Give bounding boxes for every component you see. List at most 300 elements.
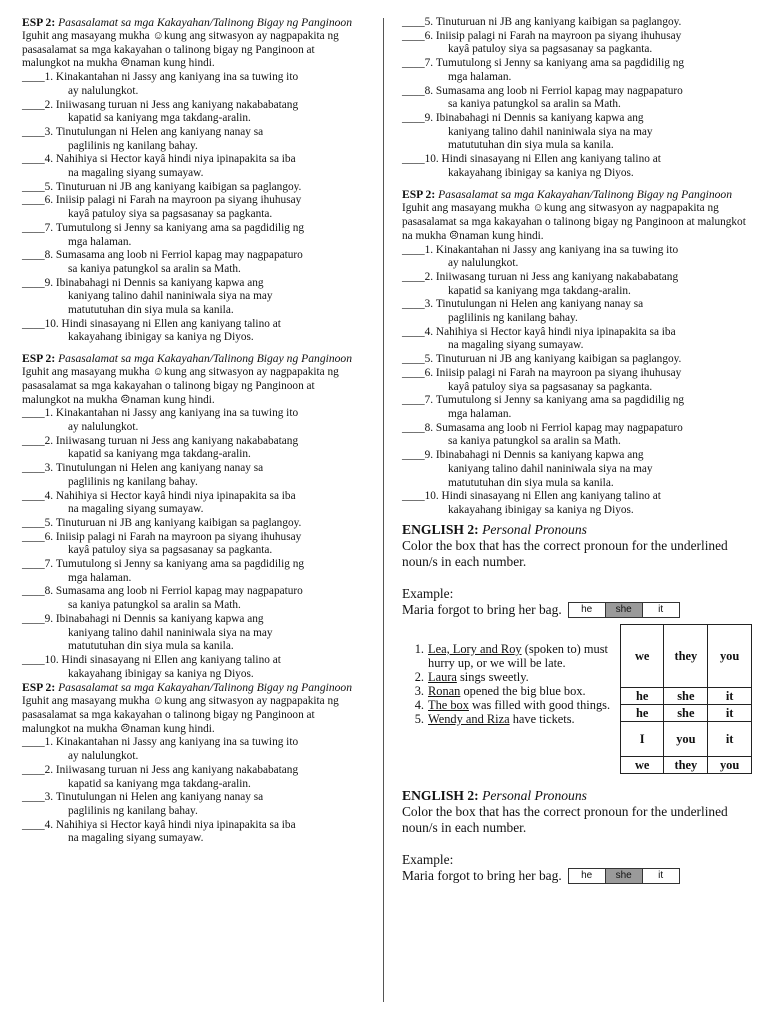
- esp-item: [402, 112, 752, 153]
- item-text: [433, 271, 752, 285]
- esp-item: [402, 490, 752, 517]
- esp-title-prefix: ESP 2:: [22, 681, 56, 695]
- example-pronoun-box[interactable]: it: [658, 869, 664, 881]
- item-line2: kayâ patuloy siya sa pagsasanay sa pagkanta.: [68, 208, 273, 221]
- item-number: 1.: [44, 71, 54, 84]
- esp-item: [22, 318, 362, 345]
- item-text: [53, 435, 362, 449]
- esp-title: [22, 681, 362, 695]
- pronoun-choice-box[interactable]: she: [664, 687, 708, 704]
- esp-instruction: Iguhit ang masayang mukha ☺kung ang sitwasyon ay nagpapakita ng pasasalamat sa mga kakayahan o talinong bigay ng Panginoon at malungkot na mukha ☹naman kung hindi.: [402, 202, 746, 242]
- esp-instruction: Iguhit ang masayang mukha ☺kung ang sitwasyon ay nagpapakita ng pasasalamat sa mga kakayahan o talinong bigay ng Panginoon at malungkot na mukha ☹naman kung hindi.: [22, 366, 339, 406]
- item-line2: paglilinis ng kanilang bahay.: [68, 475, 198, 488]
- answer-blank[interactable]: ____: [22, 763, 45, 776]
- item-number: 3.: [44, 791, 54, 804]
- answer-blank[interactable]: ____: [22, 180, 45, 193]
- pronoun-choice-box[interactable]: he: [621, 704, 664, 721]
- example-label: Example:: [402, 851, 454, 867]
- item-number: 8.: [424, 84, 434, 97]
- item-line1: Iniisip palagi ni Farah na mayroon pa siyang ihuhusay: [435, 366, 682, 379]
- esp-title-prefix: ESP 2:: [402, 188, 436, 202]
- answer-blank[interactable]: ____: [402, 353, 425, 366]
- esp-title-rest: Pasasalamat sa mga Kakayahan/Talinong Bigay ng Panginoon: [58, 16, 353, 29]
- question-text: [428, 642, 614, 670]
- item-text: [53, 517, 362, 531]
- item-text: [53, 249, 362, 263]
- item-line2: paglilinis ng kanilang bahay.: [68, 804, 198, 817]
- esp-title-rest: Pasasalamat sa mga Kakayahan/Talinong Bigay ng Panginoon: [58, 352, 353, 366]
- answer-blank[interactable]: ____: [402, 298, 425, 311]
- answer-row: [621, 756, 752, 773]
- item-line1: Tinutulungan ni Helen ang kaniyang nanay sa: [55, 125, 264, 138]
- item-line1: Ibinabahagi ni Dennis sa kaniyang kapwa ang: [435, 449, 644, 462]
- example-sentence: forgot to bring her bag.: [433, 867, 562, 883]
- english-title: [402, 522, 752, 538]
- item-number: 8.: [44, 585, 54, 598]
- pronoun-answer-table: [620, 624, 752, 774]
- item-line1: Tinuturuan ni JB ang kaniyang kaibigan sa paglangoy.: [435, 16, 682, 28]
- item-line1: Tumutulong si Jenny sa kaniyang ama sa pagdidilig ng: [55, 558, 305, 571]
- esp-title: [22, 16, 362, 30]
- item-line2: kapatid sa kaniyang mga takdang-aralin.: [68, 448, 251, 461]
- item-line2: ay nalulungkot.: [448, 257, 519, 270]
- item-line2: ay nalulungkot.: [68, 750, 139, 763]
- answer-blank[interactable]: ____: [402, 366, 425, 379]
- answer-blank[interactable]: ____: [402, 325, 425, 338]
- esp-item: [22, 407, 362, 434]
- answer-row: [621, 624, 752, 687]
- item-line1: Sumasama ang loob ni Ferriol kapag may nagpapaturo: [435, 421, 683, 434]
- item-line2: na magaling siyang sumayaw.: [68, 503, 204, 516]
- item-text: [53, 490, 362, 504]
- answer-blank[interactable]: ____: [22, 276, 45, 289]
- esp-item: [22, 462, 362, 489]
- item-line2: ay nalulungkot.: [68, 84, 139, 97]
- question-underlined-noun: Lea, Lory and Roy: [428, 641, 522, 656]
- item-number: 3.: [44, 125, 54, 138]
- answer-blank[interactable]: ____: [22, 818, 45, 831]
- answer-blank[interactable]: ____: [402, 449, 425, 462]
- item-line2: sa kaniya patungkol sa aralin sa Math.: [68, 262, 241, 275]
- example-pronoun-box[interactable]: it: [658, 603, 664, 615]
- item-number: 5.: [44, 180, 54, 193]
- item-line2: mga halaman.: [448, 70, 512, 83]
- example-pronoun-box[interactable]: she: [606, 603, 643, 617]
- item-text: [433, 367, 752, 381]
- item-line1: Hindi sinasayang ni Ellen ang kaniyang talino at: [61, 317, 281, 330]
- english-title-rest: Personal Pronouns: [482, 521, 587, 537]
- item-number: 2.: [44, 763, 54, 776]
- esp-instruction: Iguhit ang masayang mukha ☺kung ang sitwasyon ay nagpapakita ng pasasalamat sa mga kakayahan o talinong bigay ng Panginoon at malungkot na mukha ☹naman kung hindi.: [22, 30, 339, 70]
- item-text: [53, 558, 362, 572]
- item-number: 10.: [424, 153, 439, 166]
- item-line2: kaniyang talino dahil naniniwala siya na may: [448, 462, 653, 475]
- pronoun-choice-box[interactable]: it: [708, 687, 752, 704]
- answer-blank[interactable]: ____: [22, 434, 45, 447]
- item-text: [53, 531, 362, 545]
- item-line2: paglilinis ng kanilang bahay.: [448, 312, 578, 325]
- answer-blank[interactable]: ____: [402, 270, 425, 283]
- item-text: [433, 326, 752, 340]
- esp-item: [402, 57, 752, 84]
- answer-row: [621, 721, 752, 756]
- answer-blank[interactable]: ____: [22, 125, 45, 138]
- esp-item: [22, 126, 362, 153]
- pronoun-choice-box[interactable]: you: [708, 756, 752, 773]
- item-line2: mga halaman.: [68, 571, 132, 584]
- english-title: [402, 788, 752, 804]
- item-line2: kapatid sa kaniyang mga takdang-aralin.: [68, 777, 251, 790]
- pronoun-choice-box[interactable]: they: [664, 624, 708, 687]
- pronoun-choice-box[interactable]: she: [664, 704, 708, 721]
- item-line1: Iniiwasang turuan ni Jess ang kaniyang nakababatang: [55, 98, 299, 111]
- item-line1: Tumutulong si Jenny sa kaniyang ama sa pagdidilig ng: [435, 394, 685, 407]
- item-line1: Sumasama ang loob ni Ferriol kapag may nagpapaturo: [55, 249, 303, 262]
- item-number: 6.: [44, 530, 54, 543]
- item-number: 7.: [44, 221, 54, 234]
- item-number: 9.: [424, 449, 434, 462]
- english-title-rest: Personal Pronouns: [482, 787, 587, 803]
- item-text: [433, 85, 752, 99]
- answer-blank[interactable]: ____: [22, 530, 45, 543]
- item-line2: kakayahang ibinigay sa kaniya ng Diyos.: [448, 166, 634, 179]
- item-line2: mga halaman.: [68, 235, 132, 248]
- esp-item: [22, 654, 362, 681]
- item-line1: Nahihiya si Hector kayâ hindi niya ipinapakita sa iba: [55, 489, 296, 502]
- answer-blank[interactable]: ____: [402, 29, 425, 42]
- question-number: 4.: [414, 697, 424, 712]
- question-underlined-noun: The box: [428, 697, 469, 712]
- answer-blank[interactable]: ____: [402, 394, 425, 407]
- item-number: 8.: [44, 249, 54, 262]
- example-pronoun-box[interactable]: he: [569, 603, 606, 617]
- right-column: [402, 16, 752, 884]
- esp-section: [22, 16, 362, 345]
- item-line1: Hindi sinasayang ni Ellen ang kaniyang talino at: [441, 490, 661, 503]
- left-column: [22, 16, 362, 846]
- answer-blank[interactable]: ____: [22, 221, 45, 234]
- item-text: [53, 764, 362, 778]
- question-item: [402, 684, 614, 698]
- item-text: [433, 112, 752, 126]
- esp-section: [402, 16, 752, 180]
- item-number: 9.: [44, 276, 54, 289]
- item-line2: kaniyang talino dahil naniniwala siya na may: [68, 290, 273, 303]
- answer-blank[interactable]: ____: [22, 736, 45, 749]
- esp-item: [22, 558, 362, 585]
- esp-title: [402, 188, 752, 202]
- question-rest: sings sweetly.: [456, 669, 529, 684]
- esp-item: [402, 153, 752, 180]
- item-text: [433, 16, 752, 30]
- item-line1: Iniisip palagi ni Farah na mayroon pa siyang ihuhusay: [55, 194, 302, 207]
- esp-item: [22, 71, 362, 98]
- item-line1: Ibinabahagi ni Dennis sa kaniyang kapwa ang: [55, 276, 264, 289]
- item-number: 6.: [44, 194, 54, 207]
- item-line1: Iniisip palagi ni Farah na mayroon pa siyang ihuhusay: [55, 530, 302, 543]
- esp-title: [22, 352, 362, 366]
- esp-item: [402, 394, 752, 421]
- pronoun-choice-box[interactable]: he: [621, 687, 664, 704]
- item-line1: Tumutulong si Jenny sa kaniyang ama sa pagdidilig ng: [435, 57, 685, 70]
- question-item: [402, 670, 614, 684]
- answer-blank[interactable]: ____: [22, 153, 45, 166]
- esp-item: [22, 736, 362, 763]
- item-line3: matututuhan din siya mula sa kanila.: [68, 304, 234, 317]
- item-line2: kapatid sa kaniyang mga takdang-aralin.: [68, 112, 251, 125]
- item-number: 6.: [424, 366, 434, 379]
- item-line2: mga halaman.: [448, 407, 512, 420]
- answer-blank[interactable]: ____: [22, 249, 45, 262]
- answer-blank[interactable]: ____: [402, 84, 425, 97]
- pronoun-choice-box[interactable]: you: [664, 721, 708, 756]
- item-line2: kakayahang ibinigay sa kaniya ng Diyos.: [68, 667, 254, 680]
- question-rest: was filled with good things.: [468, 697, 611, 712]
- item-text: [53, 222, 362, 236]
- question-list: [402, 642, 614, 726]
- item-number: 2.: [44, 98, 54, 111]
- answer-blank[interactable]: ____: [402, 421, 425, 434]
- esp-item: [22, 531, 362, 558]
- question-number: 5.: [414, 711, 424, 726]
- item-text: [433, 57, 752, 71]
- item-line1: Iniiwasang turuan ni Jess ang kaniyang nakababatang: [55, 763, 299, 776]
- item-line1: Hindi sinasayang ni Ellen ang kaniyang talino at: [441, 153, 661, 166]
- item-line1: Nahihiya si Hector kayâ hindi niya ipinapakita sa iba: [55, 153, 296, 166]
- answer-blank[interactable]: ____: [402, 153, 425, 166]
- item-line2: sa kaniya patungkol sa aralin sa Math.: [448, 435, 621, 448]
- answer-blank[interactable]: ____: [22, 516, 45, 529]
- item-line1: Tinuturuan ni JB ang kaniyang kaibigan sa paglangoy.: [55, 180, 302, 193]
- example-pronoun-box[interactable]: he: [569, 869, 606, 883]
- item-text: [53, 736, 362, 750]
- item-text: [53, 407, 362, 421]
- item-text: [53, 153, 362, 167]
- esp-section: [22, 681, 362, 846]
- example-sentence: forgot to bring her bag.: [433, 601, 562, 617]
- item-text: [53, 126, 362, 140]
- item-line1: Nahihiya si Hector kayâ hindi niya ipinapakita sa iba: [435, 325, 676, 338]
- item-line2: kapatid sa kaniyang mga takdang-aralin.: [448, 284, 631, 297]
- item-line2: kayâ patuloy siya sa pagsasanay sa pagkanta.: [68, 544, 273, 557]
- item-number: 10.: [44, 317, 59, 330]
- item-text: [53, 71, 362, 85]
- pronoun-choice-box[interactable]: I: [621, 721, 664, 756]
- answer-blank[interactable]: ____: [22, 558, 45, 571]
- esp-title-prefix: ESP 2:: [22, 16, 56, 29]
- item-text: [433, 422, 752, 436]
- item-line2: na magaling siyang sumayaw.: [68, 167, 204, 180]
- item-number: 6.: [424, 29, 434, 42]
- esp-item: [22, 99, 362, 126]
- item-text: [53, 613, 362, 627]
- esp-section: [402, 188, 752, 517]
- esp-item: [402, 449, 752, 490]
- esp-title-rest: Pasasalamat sa mga Kakayahan/Talinong Bigay ng Panginoon: [438, 188, 733, 202]
- question-text: [428, 684, 614, 698]
- answer-row: [621, 704, 752, 721]
- item-line1: Kinakantahan ni Jassy ang kaniyang ina sa tuwing ito: [435, 243, 679, 256]
- item-number: 1.: [424, 243, 434, 256]
- item-line1: Kinakantahan ni Jassy ang kaniyang ina sa tuwing ito: [55, 407, 299, 420]
- esp-item: [402, 422, 752, 449]
- item-number: 2.: [424, 270, 434, 283]
- item-line1: Tinuturuan ni JB ang kaniyang kaibigan sa paglangoy.: [435, 353, 682, 366]
- item-text: [59, 318, 362, 332]
- esp-item: [402, 367, 752, 394]
- item-number: 3.: [424, 298, 434, 311]
- item-line2: sa kaniya patungkol sa aralin sa Math.: [68, 599, 241, 612]
- answer-blank[interactable]: ____: [402, 243, 425, 256]
- esp-item: [402, 244, 752, 271]
- question-number: 2.: [414, 669, 424, 684]
- item-text: [53, 819, 362, 833]
- item-number: 5.: [424, 16, 434, 28]
- item-number: 4.: [424, 325, 434, 338]
- item-number: 5.: [424, 353, 434, 366]
- answer-row: [621, 687, 752, 704]
- english-section: [402, 788, 752, 884]
- item-line1: Iniiwasang turuan ni Jess ang kaniyang nakababatang: [435, 270, 679, 283]
- answer-blank[interactable]: ____: [402, 490, 425, 503]
- item-line2: kakayahang ibinigay sa kaniya ng Diyos.: [448, 503, 634, 516]
- item-text: [53, 585, 362, 599]
- item-number: 9.: [424, 111, 434, 124]
- answer-blank[interactable]: ____: [22, 462, 45, 475]
- item-number: 7.: [44, 558, 54, 571]
- esp-item: [402, 85, 752, 112]
- item-number: 7.: [424, 394, 434, 407]
- item-number: 10.: [424, 490, 439, 503]
- question-text: [428, 670, 614, 684]
- example-row: [402, 868, 752, 884]
- item-line2: paglilinis ng kanilang bahay.: [68, 139, 198, 152]
- answer-blank[interactable]: ____: [22, 98, 45, 111]
- esp-title-prefix: ESP 2:: [22, 352, 56, 366]
- english-title-prefix: ENGLISH 2:: [402, 787, 479, 803]
- item-text: [53, 181, 362, 195]
- item-text: [53, 194, 362, 208]
- question-underlined-noun: Laura: [428, 669, 457, 684]
- answer-blank[interactable]: ____: [402, 111, 425, 124]
- example-pronoun-box[interactable]: she: [606, 869, 643, 883]
- answer-blank[interactable]: ____: [22, 71, 45, 84]
- esp-title-rest: Pasasalamat sa mga Kakayahan/Talinong Bigay ng Panginoon: [58, 681, 353, 695]
- pronoun-choice-box[interactable]: you: [708, 624, 752, 687]
- item-text: [53, 791, 362, 805]
- answer-blank[interactable]: ____: [22, 791, 45, 804]
- esp-item: [22, 490, 362, 517]
- item-number: 2.: [44, 434, 54, 447]
- esp-section: [22, 352, 362, 681]
- item-line3: matututuhan din siya mula sa kanila.: [68, 640, 234, 653]
- question-item: [402, 698, 614, 712]
- english-instruction: Color the box that has the correct pronoun for the underlined noun/s in each number.: [402, 537, 728, 569]
- item-line2: kaniyang talino dahil naniniwala siya na may: [448, 125, 653, 138]
- pronoun-choice-box[interactable]: we: [621, 756, 664, 773]
- item-text: [433, 30, 752, 44]
- item-text: [433, 394, 752, 408]
- answer-blank[interactable]: ____: [22, 612, 45, 625]
- answer-blank[interactable]: ____: [22, 653, 45, 666]
- question-underlined-noun: Wendy and Riza: [428, 711, 510, 726]
- esp-item: [22, 249, 362, 276]
- item-line2: kakayahang ibinigay sa kaniya ng Diyos.: [68, 331, 254, 344]
- english-title-prefix: ENGLISH 2:: [402, 521, 479, 537]
- esp-item: [402, 16, 752, 30]
- item-line2: na magaling siyang sumayaw.: [448, 339, 584, 352]
- esp-item: [22, 613, 362, 654]
- item-text: [433, 353, 752, 367]
- question-area: [402, 624, 752, 774]
- item-line2: ay nalulungkot.: [68, 420, 139, 433]
- esp-instruction: Iguhit ang masayang mukha ☺kung ang sitwasyon ay nagpapakita ng pasasalamat sa mga kakayahan o talinong bigay ng Panginoon at malungkot na mukha ☹naman kung hindi.: [22, 695, 339, 735]
- esp-item: [402, 326, 752, 353]
- item-line3: matututuhan din siya mula sa kanila.: [448, 139, 614, 152]
- item-text: [59, 654, 362, 668]
- item-line1: Tinuturuan ni JB ang kaniyang kaibigan sa paglangoy.: [55, 516, 302, 529]
- answer-blank[interactable]: ____: [22, 194, 45, 207]
- pronoun-choice-box[interactable]: it: [708, 721, 752, 756]
- question-text: [428, 712, 614, 726]
- question-underlined-noun: Ronan: [428, 683, 461, 698]
- english-section: [402, 522, 752, 774]
- item-line1: Tinutulungan ni Helen ang kaniyang nanay sa: [435, 298, 644, 311]
- question-number: 1.: [414, 641, 424, 656]
- item-number: 4.: [44, 153, 54, 166]
- question-rest: have tickets.: [509, 711, 575, 726]
- item-line1: Ibinabahagi ni Dennis sa kaniyang kapwa ang: [55, 612, 264, 625]
- example-pronoun-boxes: [568, 602, 680, 618]
- item-number: 5.: [44, 516, 54, 529]
- esp-item: [22, 181, 362, 195]
- question-item: [402, 712, 614, 726]
- item-number: 7.: [424, 57, 434, 70]
- item-text: [433, 244, 752, 258]
- answer-blank[interactable]: ____: [22, 489, 45, 502]
- item-text: [433, 449, 752, 463]
- item-line1: Kinakantahan ni Jassy ang kaniyang ina sa tuwing ito: [55, 71, 299, 84]
- pronoun-choice-box[interactable]: it: [708, 704, 752, 721]
- esp-item: [22, 194, 362, 221]
- pronoun-choice-box[interactable]: we: [621, 624, 664, 687]
- answer-blank[interactable]: ____: [402, 16, 425, 28]
- item-number: 9.: [44, 612, 54, 625]
- answer-blank[interactable]: ____: [22, 585, 45, 598]
- esp-item: [22, 791, 362, 818]
- pronoun-choice-box[interactable]: they: [664, 756, 708, 773]
- item-number: 4.: [44, 489, 54, 502]
- esp-item: [402, 298, 752, 325]
- item-number: 8.: [424, 421, 434, 434]
- question-item: [402, 642, 614, 670]
- esp-item: [402, 271, 752, 298]
- item-number: 3.: [44, 462, 54, 475]
- esp-item: [402, 30, 752, 57]
- answer-blank[interactable]: ____: [22, 407, 45, 420]
- example-pronoun-boxes: [568, 868, 680, 884]
- item-number: 1.: [44, 736, 54, 749]
- answer-blank[interactable]: ____: [22, 317, 45, 330]
- item-number: 4.: [44, 818, 54, 831]
- answer-blank[interactable]: ____: [402, 57, 425, 70]
- item-line1: Iniisip palagi ni Farah na mayroon pa siyang ihuhusay: [435, 29, 682, 42]
- item-line1: Sumasama ang loob ni Ferriol kapag may nagpapaturo: [55, 585, 303, 598]
- item-text: [53, 99, 362, 113]
- item-line1: Kinakantahan ni Jassy ang kaniyang ina sa tuwing ito: [55, 736, 299, 749]
- item-text: [53, 277, 362, 291]
- item-line2: na magaling siyang sumayaw.: [68, 832, 204, 845]
